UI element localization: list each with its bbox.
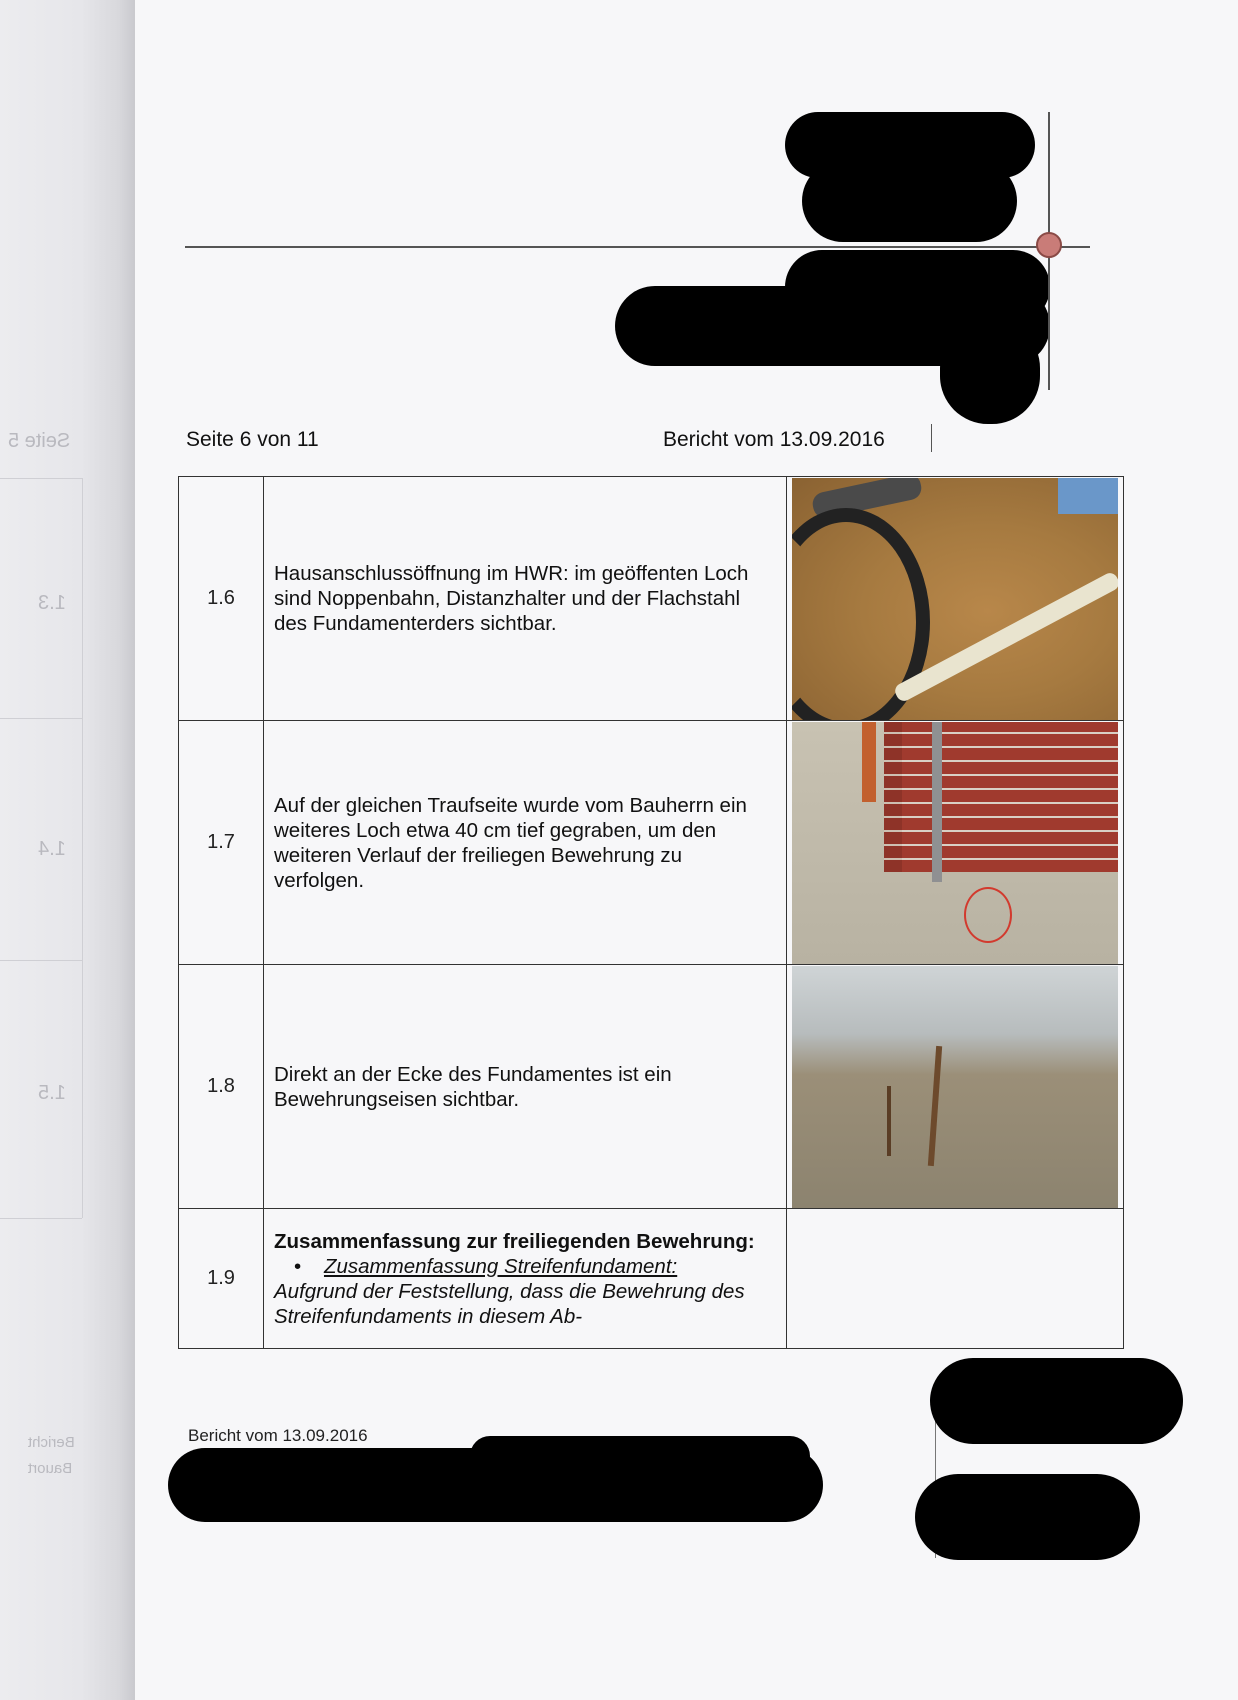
summary-cell — [264, 1209, 787, 1349]
previous-footer-line: Bericht — [28, 1434, 75, 1451]
photo-cell — [787, 721, 1124, 965]
row-description: Auf der gleichen Traufseite wurde vom Bauherrn ein weiteres Loch etwa 40 cm tief gegraben, um den weiteren Verlauf der freiliegen Bewehrung zu verfolgen. — [264, 721, 787, 965]
table-row — [179, 1209, 1124, 1349]
foundation-corner-photo — [792, 966, 1118, 1208]
previous-row-number: 1.4 — [38, 838, 66, 860]
table-row — [179, 721, 1124, 965]
footer-report-date: Bericht vom 13.09.2016 — [188, 1426, 368, 1445]
previous-row-number: 1.3 — [38, 592, 66, 614]
report-date-header: Bericht vom 13.09.2016 — [663, 428, 885, 451]
row-description: Direkt an der Ecke des Fundamentes ist ein Bewehrungseisen sichtbar. — [264, 965, 787, 1209]
summary-bullet: • Zusammenfassung Streifenfundament: — [294, 1254, 678, 1278]
redaction-block — [930, 1358, 1183, 1444]
previous-row-number: 1.5 — [38, 1082, 66, 1104]
photo-cell — [787, 477, 1124, 721]
summary-bullet-text: Zusammenfassung Streifenfundament: — [323, 1254, 678, 1278]
redaction-block — [802, 160, 1017, 242]
summary-heading: Zusammenfassung zur freiliegenden Bewehrung: — [274, 1229, 755, 1253]
table-row — [179, 477, 1124, 721]
header-divider — [931, 424, 932, 452]
findings-table — [178, 476, 1124, 1349]
house-connection-photo — [792, 478, 1118, 720]
redaction-block — [940, 320, 1040, 424]
photo-cell — [787, 965, 1124, 1209]
row-number: 1.8 — [179, 965, 264, 1209]
table-row — [179, 965, 1124, 1209]
registration-mark — [1036, 232, 1062, 258]
summary-body: Aufgrund der Feststellung, dass die Bewehrung des Streifenfundaments in diesem Ab- — [274, 1279, 745, 1328]
previous-page-label: Seite 5 — [8, 430, 71, 452]
previous-footer-line: Bauort — [28, 1460, 73, 1477]
page-number: Seite 6 von 11 — [186, 428, 319, 451]
previous-page-edge — [0, 0, 135, 1700]
redaction-block — [470, 1436, 810, 1476]
header-rule — [185, 246, 1090, 248]
row-number: 1.6 — [179, 477, 264, 721]
empty-cell — [787, 1209, 1124, 1349]
row-number: 1.7 — [179, 721, 264, 965]
redaction-block — [915, 1474, 1140, 1560]
row-description: Hausanschlussöffnung im HWR: im geöffenten Loch sind Noppenbahn, Distanzhalter und der Flachstahl des Fundamenterders sichtbar. — [264, 477, 787, 721]
row-number: 1.9 — [179, 1209, 264, 1349]
eaves-side-hole-photo — [792, 722, 1118, 964]
